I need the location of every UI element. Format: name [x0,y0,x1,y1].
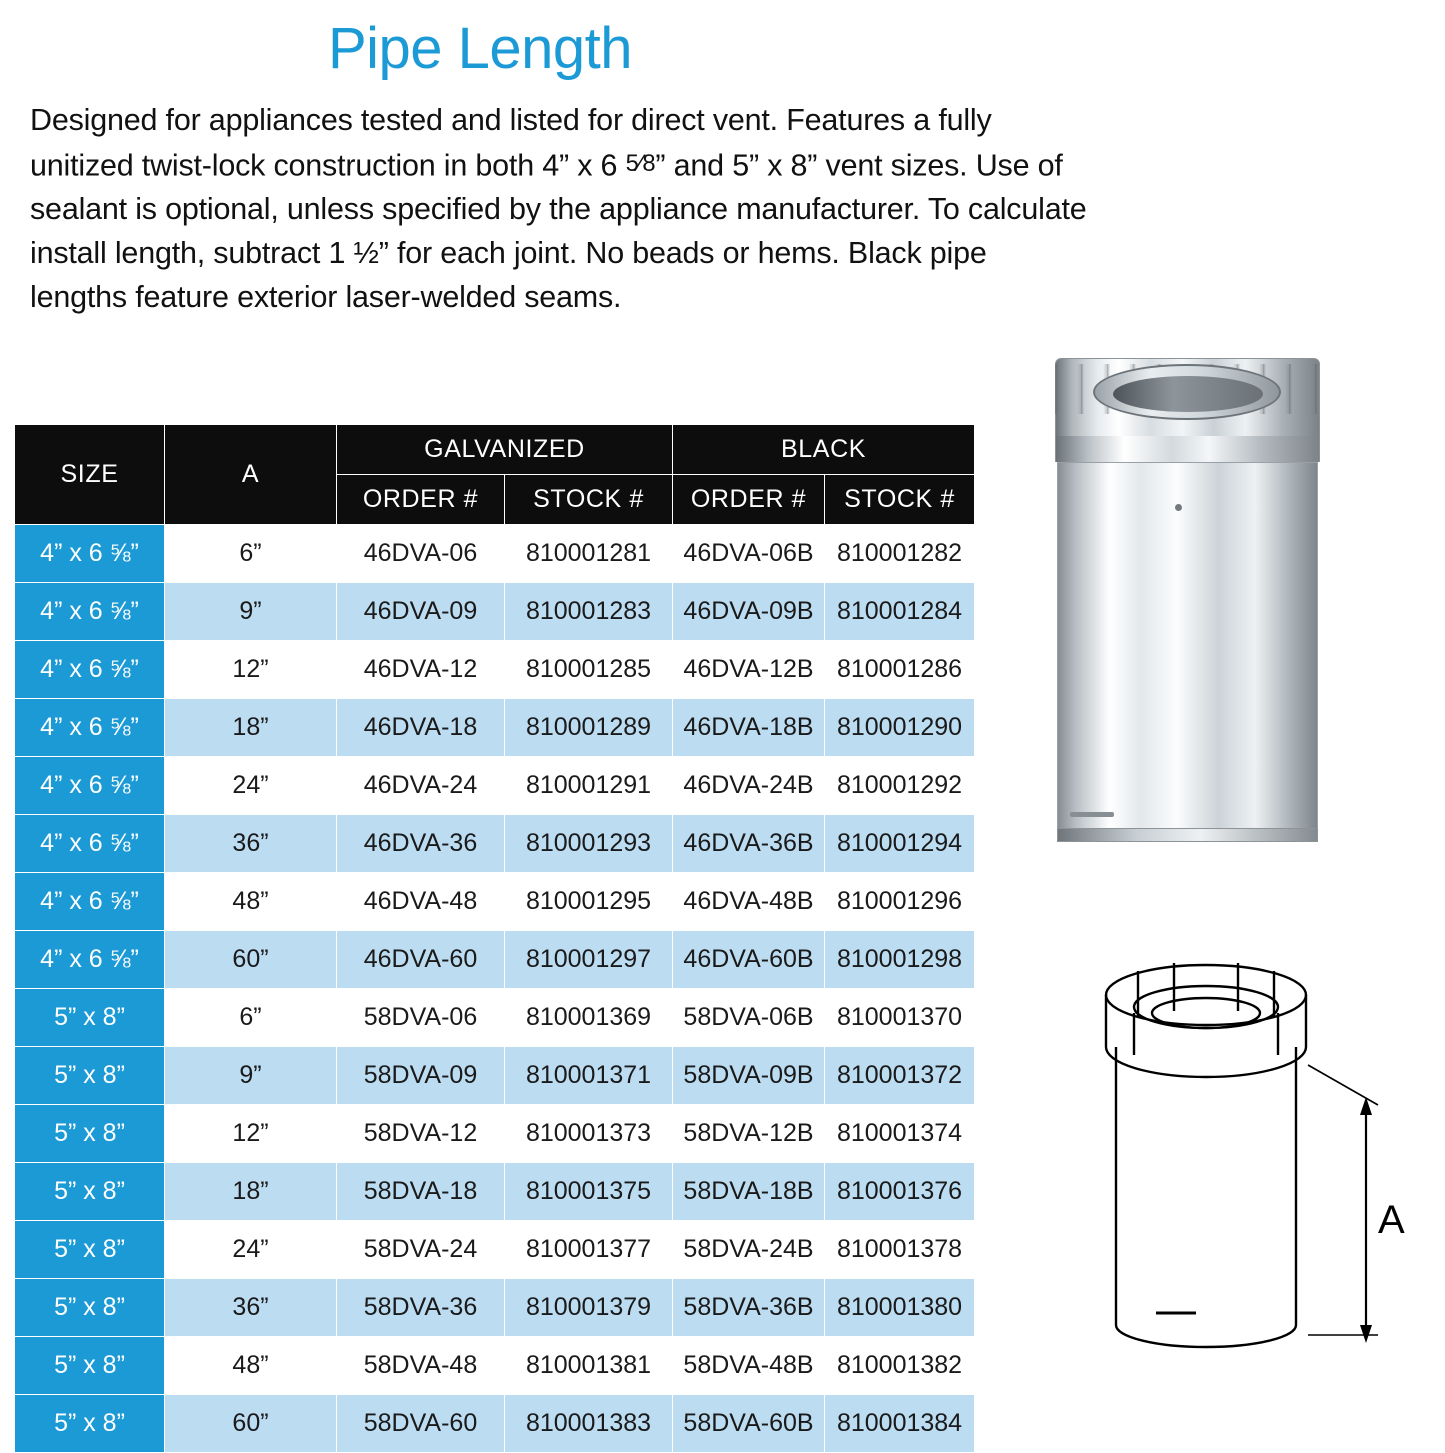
cell-black-order: 58DVA-60B [673,1395,825,1453]
product-photo-pipe-length [1055,358,1320,858]
cell-size: 4” x 6 ⅝” [15,641,165,699]
intro-line-4: appliance manufacturer. To calculate install length, subtract 1 ½” [30,192,1087,271]
cell-galvanized-stock: 810001291 [505,757,673,815]
cell-black-order: 46DVA-06B [673,525,825,583]
cell-galvanized-order: 58DVA-18 [337,1163,505,1221]
drawing-svg [1078,955,1423,1385]
cell-a: 18” [165,1163,337,1221]
cell-size: 5” x 8” [15,1105,165,1163]
cell-galvanized-order: 46DVA-06 [337,525,505,583]
cell-galvanized-stock: 810001373 [505,1105,673,1163]
table-row [15,757,975,815]
photo-band [1055,436,1320,462]
cell-black-order: 46DVA-48B [673,873,825,931]
cell-galvanized-stock: 810001289 [505,699,673,757]
cell-black-order: 46DVA-09B [673,583,825,641]
drawing-body-bottom [1116,1325,1296,1347]
col-group-galvanized: GALVANIZED [337,425,673,475]
cell-black-stock: 810001292 [825,757,975,815]
cell-size: 5” x 8” [15,1221,165,1279]
intro-paragraph [30,98,1090,319]
cell-galvanized-order: 46DVA-48 [337,873,505,931]
table-head [15,425,975,525]
cell-galvanized-order: 58DVA-60 [337,1395,505,1453]
cell-galvanized-order: 58DVA-48 [337,1337,505,1395]
cell-a: 48” [165,873,337,931]
cell-black-stock: 810001372 [825,1047,975,1105]
cell-size: 4” x 6 ⅝” [15,699,165,757]
col-header-galvanized-stock: STOCK # [505,475,673,525]
cell-size: 5” x 8” [15,1279,165,1337]
cell-black-stock: 810001296 [825,873,975,931]
cell-galvanized-order: 46DVA-36 [337,815,505,873]
cell-size: 5” x 8” [15,1395,165,1453]
table-row [15,1395,975,1453]
cell-galvanized-stock: 810001383 [505,1395,673,1453]
cell-a: 60” [165,1395,337,1453]
cell-a: 36” [165,815,337,873]
cell-a: 24” [165,1221,337,1279]
cell-a: 18” [165,699,337,757]
cell-size: 5” x 8” [15,1337,165,1395]
cell-galvanized-stock: 810001295 [505,873,673,931]
cell-galvanized-stock: 810001285 [505,641,673,699]
photo-inner-flue [1093,364,1281,420]
cell-a: 9” [165,1047,337,1105]
cell-galvanized-stock: 810001281 [505,525,673,583]
table-row [15,1105,975,1163]
page-title: Pipe Length [327,16,633,81]
cell-black-order: 58DVA-09B [673,1047,825,1105]
cell-black-order: 46DVA-12B [673,641,825,699]
cell-a: 60” [165,931,337,989]
cell-a: 12” [165,641,337,699]
cell-black-order: 46DVA-24B [673,757,825,815]
cell-a: 24” [165,757,337,815]
cell-galvanized-stock: 810001371 [505,1047,673,1105]
cell-size: 4” x 6 ⅝” [15,583,165,641]
table-row [15,1337,975,1395]
intro-line-6: exterior laser-welded seams. [237,280,622,315]
table-row [15,1163,975,1221]
drawing-top-collar-outer [1106,965,1306,1025]
intro-line-3: 8” vent sizes. Use of sealant is optional, unless specified by the [30,148,1063,227]
cell-size: 4” x 6 ⅝” [15,525,165,583]
drawing-ext-line-top [1308,1065,1378,1105]
intro-line-1: Designed for appliances tested and listed for direct vent. Features [30,103,905,137]
cell-galvanized-order: 58DVA-24 [337,1221,505,1279]
cell-galvanized-stock: 810001375 [505,1163,673,1221]
table-row [15,873,975,931]
cell-a: 48” [165,1337,337,1395]
cell-size: 4” x 6 ⅝” [15,757,165,815]
cell-a: 6” [165,525,337,583]
spec-table-container [14,424,974,1453]
table-row [15,641,975,699]
cell-galvanized-order: 46DVA-09 [337,583,505,641]
photo-pipe-body [1057,462,1318,842]
cell-black-stock: 810001286 [825,641,975,699]
cell-a: 6” [165,989,337,1047]
cell-black-order: 46DVA-18B [673,699,825,757]
cell-black-order: 58DVA-24B [673,1221,825,1279]
table-row [15,583,975,641]
cell-size: 5” x 8” [15,1163,165,1221]
cell-a: 36” [165,1279,337,1337]
cell-black-stock: 810001290 [825,699,975,757]
cell-a: 9” [165,583,337,641]
cell-black-stock: 810001382 [825,1337,975,1395]
cell-galvanized-stock: 810001381 [505,1337,673,1395]
cell-black-order: 58DVA-48B [673,1337,825,1395]
cell-black-stock: 810001284 [825,583,975,641]
cell-black-order: 46DVA-60B [673,931,825,989]
cell-black-stock: 810001370 [825,989,975,1047]
cell-galvanized-order: 58DVA-12 [337,1105,505,1163]
table-row [15,989,975,1047]
photo-bottom-edge [1057,828,1318,842]
table-row [15,1047,975,1105]
table-row [15,931,975,989]
intro-line-5: for each joint. No beads or hems. Black pipe lengths feature [30,236,987,315]
cell-black-stock: 810001384 [825,1395,975,1453]
dimension-label-a: A [1378,1198,1405,1242]
cell-galvanized-order: 46DVA-60 [337,931,505,989]
table-row [15,815,975,873]
table-head-row-1 [15,425,975,475]
drawing-arrow-down [1360,1325,1372,1343]
line-drawing-pipe-length [1078,955,1423,1385]
cell-galvanized-stock: 810001377 [505,1221,673,1279]
table-row [15,525,975,583]
cell-galvanized-order: 46DVA-18 [337,699,505,757]
cell-galvanized-stock: 810001297 [505,931,673,989]
cell-black-order: 58DVA-18B [673,1163,825,1221]
cell-black-stock: 810001282 [825,525,975,583]
table-row [15,1279,975,1337]
cell-galvanized-order: 58DVA-36 [337,1279,505,1337]
cell-galvanized-order: 46DVA-12 [337,641,505,699]
drawing-top-flue-inner [1152,998,1260,1028]
cell-size: 4” x 6 ⅝” [15,931,165,989]
col-header-a: A [165,425,337,525]
intro-line-2a: a fully unitized twist-lock construction in both 4” x 6 [30,103,992,183]
cell-size: 5” x 8” [15,1047,165,1105]
cell-black-stock: 810001374 [825,1105,975,1163]
spec-table [14,424,975,1453]
col-group-black: BLACK [673,425,975,475]
col-header-size: SIZE [15,425,165,525]
cell-black-order: 46DVA-36B [673,815,825,873]
table-row [15,699,975,757]
cell-galvanized-order: 46DVA-24 [337,757,505,815]
cell-black-order: 58DVA-12B [673,1105,825,1163]
cell-galvanized-stock: 810001379 [505,1279,673,1337]
col-header-galvanized-order: ORDER # [337,475,505,525]
cell-black-order: 58DVA-06B [673,989,825,1047]
col-header-black-stock: STOCK # [825,475,975,525]
col-header-black-order: ORDER # [673,475,825,525]
cell-size: 4” x 6 ⅝” [15,815,165,873]
cell-black-order: 58DVA-36B [673,1279,825,1337]
table-body [15,525,975,1453]
fraction-five-eighths: 5⁄8 [625,150,656,177]
table-row [15,1221,975,1279]
cell-size: 5” x 8” [15,989,165,1047]
cell-galvanized-stock: 810001283 [505,583,673,641]
intro-line-2b: ” and 5” x [655,148,783,183]
cell-black-stock: 810001378 [825,1221,975,1279]
cell-size: 4” x 6 ⅝” [15,873,165,931]
cell-galvanized-stock: 810001293 [505,815,673,873]
cell-black-stock: 810001298 [825,931,975,989]
cell-black-stock: 810001376 [825,1163,975,1221]
cell-a: 12” [165,1105,337,1163]
drawing-collar-bottom [1106,1047,1306,1077]
cell-galvanized-stock: 810001369 [505,989,673,1047]
cell-galvanized-order: 58DVA-06 [337,989,505,1047]
photo-rivet [1175,504,1182,511]
cell-black-stock: 810001294 [825,815,975,873]
cell-black-stock: 810001380 [825,1279,975,1337]
cell-galvanized-order: 58DVA-09 [337,1047,505,1105]
